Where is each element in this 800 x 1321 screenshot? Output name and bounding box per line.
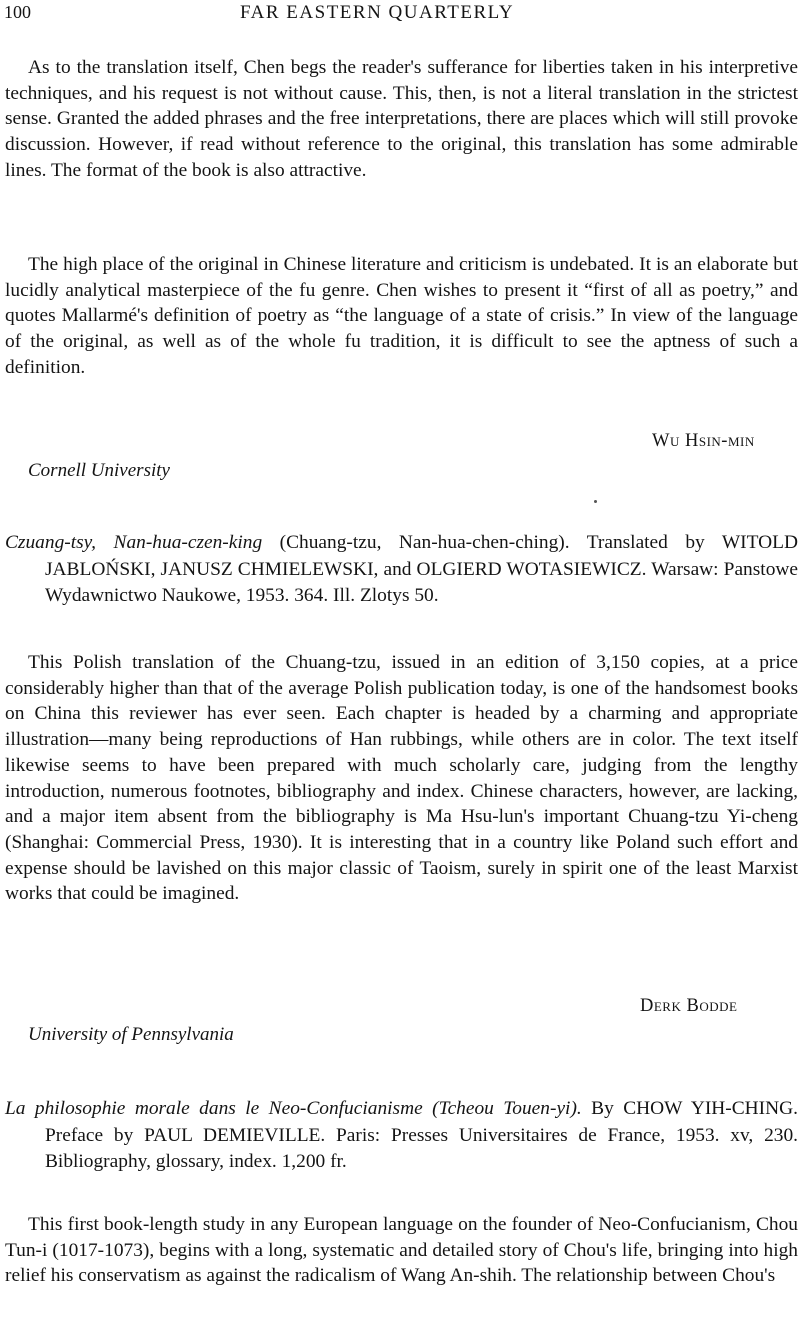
- review2-book-title: Czuang-tsy, Nan-hua-czen-king: [5, 532, 263, 553]
- review3-book-title: La philosophie morale dans le Neo-Confucianisme (Tcheou Touen-yi).: [5, 1098, 582, 1119]
- running-title: FAR EASTERN QUARTERLY: [240, 2, 515, 23]
- ink-speck: [594, 500, 597, 503]
- review3-book-details: By CHOW YIH-CHING. Preface by PAUL DEMIEVILLE. Paris: Presses Universitaires de France, 1953. xv, 230. Bibliography, glossary, index. 1,200 fr.: [45, 1098, 798, 1172]
- review2-book-entry: [5, 530, 798, 610]
- review3-paragraph: This first book-length study in any European language on the founder of Neo-Confucianism, Chou Tun-i (1017-1073), begins with a long, systematic and detailed story of Chou's life, bringing into high relief his conservatism as against the radicalism of Wang An-shih. The relationship between Chou's: [5, 1214, 798, 1287]
- review2-paragraph: This Polish translation of the Chuang-tzu, issued in an edition of 3,150 copies, at a price considerably higher than that of the average Polish publication today, is one of the handsomest books on China this reviewer has ever seen. Each chapter is headed by a charming and appropriate illustration—many being reproductions of Han rubbings, while others are in color. The text itself likewise seems to have been prepared with much scholarly care, judging from the lengthy introduction, numerous footnotes, bibliography and index. Chinese characters, however, are lacking, and a major item absent from the bibliography is Ma Hsu-lun's important Chuang-tzu Yi-cheng (Shanghai: Commercial Press, 1930). It is interesting that in a country like Poland such effort and expense should be lavished on this major classic of Taoism, surely in spirit one of the least Marxist works that could be imagined.: [5, 652, 798, 905]
- review1-affiliation: Cornell University: [28, 460, 170, 481]
- page-number: 100: [4, 2, 31, 22]
- review2-reviewer: Derk Bodde: [640, 996, 738, 1016]
- review3-book-entry: [5, 1096, 798, 1176]
- review1-paragraph-2: The high place of the original in Chinese literature and criticism is undebated. It is an elaborate but lucidly analytical masterpiece of the fu genre. Chen wishes to present it “first of all as poetry,” and quotes Mallarmé's definition of poetry as “the language of a state of crisis.” In view of the language of the original, as well as of the whole fu tradition, it is difficult to see the aptness of such a definition.: [5, 254, 798, 378]
- review2-book-details: (Chuang-tzu, Nan-hua-chen-ching). Translated by WITOLD JABLOŃSKI, JANUSZ CHMIELEWSKI, and OLGIERD WOTASIEWICZ. Warsaw: Panstowe Wydawnictwo Naukowe, 1953. 364. Ill. Zlotys 50.: [45, 532, 798, 606]
- review1-paragraph-1: As to the translation itself, Chen begs the reader's sufferance for liberties taken in his interpretive techniques, and his request is not without cause. This, then, is not a literal translation in the strictest sense. Granted the added phrases and the free interpretations, there are places which will still provoke discussion. However, if read without reference to the original, this translation has some admirable lines. The format of the book is also attractive.: [5, 57, 798, 181]
- review2-affiliation: University of Pennsylvania: [28, 1024, 234, 1045]
- review1-reviewer: Wu Hsin-min: [652, 431, 755, 451]
